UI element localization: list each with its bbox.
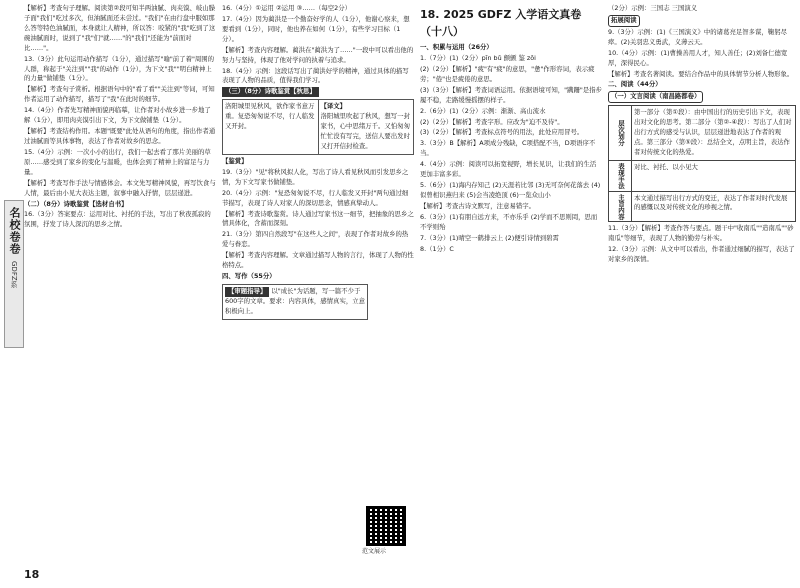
row-content: 对比、衬托、以小见大 xyxy=(634,162,698,171)
poem-text: 洛阳城里见秋风，欲作家书意万重。复恐匆匆说不尽，行人临发又开封。 xyxy=(223,100,319,154)
analysis-table xyxy=(608,105,796,222)
poem-section xyxy=(222,87,414,155)
paragraph: 12.（3分）示例：从文中可以看出，作者通过细腻的描写，表达了对家乡的深情。 xyxy=(608,244,795,263)
side-tab-subtitle: GDFZ系 xyxy=(10,261,18,288)
table-row xyxy=(609,106,795,161)
prompt-label: 【审题指导】 xyxy=(225,287,269,297)
paragraph: 2.（6分）(1)（2分）示例：渐渐、高山流水 xyxy=(420,106,546,115)
paragraph: 9.（3分）示例：(1)《三国演义》中的诸葛亮足智多谋，鞠躬尽瘁。(2)关羽忠义勇武，义薄云天。 xyxy=(608,27,787,46)
side-tab xyxy=(4,200,24,348)
reading-section-pill: （一）文言阅读（南昌路都卷） xyxy=(608,91,703,103)
row-content: 本文通过描写出行方式的变迁，表达了作者对时代发展的感慨以及对传统文化的珍视之情。 xyxy=(634,193,788,212)
writing-header: 四、写作（55分） xyxy=(222,272,276,281)
paragraph: 6.（3分）(1)有朋自远方来，不亦乐乎 (2)学而不思则罔，思而不学则殆 xyxy=(420,212,598,231)
column-2 xyxy=(222,4,414,564)
column-3 xyxy=(420,4,602,564)
paragraph: 【解析】考查内容理解。文章通过描写人物的言行，体现了人物的性格特点。 xyxy=(222,251,414,270)
paragraph: 14.（4分）作者先写精神面貌再临摹，让作者对小故乡进一步地了解（1分），即用肉夹馍引出下文，为下文做铺垫（1分）。 xyxy=(24,106,211,125)
poem-translation-box xyxy=(319,100,414,154)
paragraph: (2)（2分）【解析】考查字形。应改为"迫不及待"。 xyxy=(420,117,564,126)
row-header: 表现手法 xyxy=(609,161,632,191)
qr-label: 范文展示 xyxy=(362,548,387,555)
paragraph: 18.（4分）示例：这段话写出了蔺洪好学的精神，通过具体的描写表现了人物的品质，值得我们学习。 xyxy=(222,66,409,85)
paragraph: 19.（3分）"见"将秋风拟人化，写出了诗人看见秋风而引发思乡之情，为下文写家书做铺垫。 xyxy=(222,167,409,186)
paragraph: 11.（3分）【解析】考查作答与要点。题干中"收南瓜""造南瓜""砂南瓜"等细节，表现了人物的勤劳与朴实。 xyxy=(608,224,794,243)
paragraph: 【解析】考查古诗文默写，注意易错字。 xyxy=(420,201,536,210)
translation-text: 洛阳城里吹起了秋风，想写一封家书，心中思绪万千。又怕匆匆忙忙没有写完，送信人要出发时又打开信封检查。 xyxy=(320,112,410,150)
section-heading: 一、积累与运用（26分） xyxy=(420,43,493,52)
table-row xyxy=(609,161,795,192)
qr-code-icon[interactable] xyxy=(366,506,406,546)
paragraph: 16.（4分）①运用 ②运用 ③……（每空2分） xyxy=(222,4,352,12)
paragraph: (3)（2分）【解析】考查标点符号的用法，此处应用冒号。 xyxy=(420,128,584,137)
page-number: 18 xyxy=(24,568,40,581)
paragraph: 8.（1分）C xyxy=(420,244,454,253)
paragraph: 【解析】考查句子赏析。根据语句中的"看了看""关注到"等词，可知作者运用了动作描写，描写了"我"在此时的细节。 xyxy=(24,85,215,104)
paragraph: 10.（4分）示例：(1)曹操善用人才，知人善任；(2)刘备仁德宽厚，深得民心。 xyxy=(608,48,788,67)
poem-box xyxy=(222,99,414,155)
poem-header: （三）（8分）诗歌鉴赏【秋思】 xyxy=(222,87,319,97)
paragraph: 16.（3分）答案要点：运用对比、衬托的手法，写出了秋夜孤寂的氛围，抒发了诗人深沉的思乡之情。 xyxy=(24,210,211,229)
table-row xyxy=(609,192,795,222)
paragraph: 5.（6分）(1)海内存知己 (2)天涯若比邻 (3)无可奈何花落去 (4)似曾相识燕归来 (5)会当凌绝顶 (6)一览众山小 xyxy=(420,181,601,199)
prompt-text: 以"成长"为话题，写一篇不少于600字的文章。要求：内容具体，感情真实，立意积极向上。 xyxy=(225,286,366,315)
extended-reading-label: 拓展阅读 xyxy=(608,15,640,27)
side-tab-title: 名校卷卷 xyxy=(8,207,21,255)
paragraph: (3)（3分）【解析】考查词语运用。依据语境可知，"蹒跚"是指步履不稳，走路缓慢摇摆的样子。 xyxy=(420,85,602,104)
translation-title: 【译文】 xyxy=(320,102,347,111)
paragraph: 13.（3分）此句运用动作描写（1分），通过描写"喻"前了着"周围的人群，称起于"关注到""我"的动作（1分），为下文"我""明白精神上的力量"做铺垫（1分）。 xyxy=(24,54,215,83)
paragraph: 4.（4分）示例：阅读可以拓宽视野，增长见识，让我们的生活更加丰富多彩。 xyxy=(420,160,597,179)
column-1 xyxy=(24,4,216,564)
column-4 xyxy=(608,4,796,564)
row-content: 第一部分（第①段）：由中国出行的历史引出下文，表现出对文化的思考。第二部分（第②-④段）：写出了人们对出行方式的感受与认识，层层递进地表达了作者的观点。第三部分（第⑤段）：总结全文，点明主旨，表达作者对传统文化的热爱。 xyxy=(634,108,792,156)
paragraph: 【解析】考查结构作用。本题"既要"此处从语句的角度，指出作者通过油腻面等具体事物，表达了作者对故乡的思念。 xyxy=(24,127,216,145)
paragraph: 3.（3分）B【解析】A项成分残缺，C项搭配不当，D项语序不当。 xyxy=(420,139,596,158)
paragraph: 【解析】考查写作手法与情感体会。本文先写精神风貌，再写饮食与人情，最后由小见大表达主题，叙事中融入抒情，层层递进。 xyxy=(24,178,216,197)
paragraph: 【鉴赏】 xyxy=(222,156,248,165)
paragraph: （2分）示例：三国志 三国演义 xyxy=(608,4,698,12)
paragraph: 1.（7分）(1)（2分）pīn bǔ 颤颤 鉴 zōi xyxy=(420,54,536,63)
paragraph: 21.（3分）第四自然段写"在这些人之间"，表现了作者对故乡的热爱与眷恋。 xyxy=(222,230,409,249)
paragraph: 15.（4分）示例：一次小小的出行，我们一起去看了那片美丽的草原……感受到了家乡的变化与温暖，也体会到了精神上的富足与力量。 xyxy=(24,147,211,176)
paragraph: 20.（4分）示例："复恐匆匆说不尽，行人临发又开封"两句通过细节描写，表现了诗人对家人的深切思念，情感真挚动人。 xyxy=(222,188,409,207)
paragraph: 7.（3分）(1)晴空一鹤排云上 (2)便引诗情到碧霄 xyxy=(420,233,559,242)
section-heading: 二、阅读（44分） xyxy=(608,80,662,89)
row-header: 层次划分 xyxy=(609,106,632,160)
paragraph: 【解析】考查名著阅读。要结合作品中的具体情节分析人物形象。 xyxy=(608,69,794,78)
paragraph: (2)（2分）【解析】"疲"有"疲"的意思，"惫"作形容词，表示疲劳；"倦"也是疲倦的意思。 xyxy=(420,64,595,83)
paragraph: 【解析】考查诗歌鉴赏。诗人通过写家书这一细节，把抽象的思乡之情具体化，含蓄而深刻。 xyxy=(222,209,414,228)
paragraph: 【解析】考查内容理解。蔺洪在"蔺洪为了……"一段中可以看出他的努力与坚持，体现了他对学问的执着与追求。 xyxy=(222,45,414,64)
exam-title: 18. 2025 GDFZ 入学语文真卷（十八） xyxy=(420,8,582,39)
row-header: 主旨内容 xyxy=(609,192,632,222)
section-heading: （二）（8分）诗歌鉴赏【选材自书】 xyxy=(24,199,128,208)
paragraph: 17.（4分）因为蔺洪是一个勤奋好学的人（1分），他谢心察来，想要看到（1分），同时，他也养在如何（1分），有些学习目标（1分）。 xyxy=(222,14,410,43)
writing-prompt-box xyxy=(222,284,368,320)
paragraph: 【解析】考查句子理解。阅读第②段可知半两油腻、肉夹馍、岐山臊子面"我们"吃过多次，但油腻面还未尝过。"我们"在由行盘中服如那么答等特色油腻面，本身就让人精神，所以答：咬紧的"我"吃到了这碗油腻面时，说到了"我"们"就……"的"我们"还能为"前面对比……"。 xyxy=(24,4,216,52)
